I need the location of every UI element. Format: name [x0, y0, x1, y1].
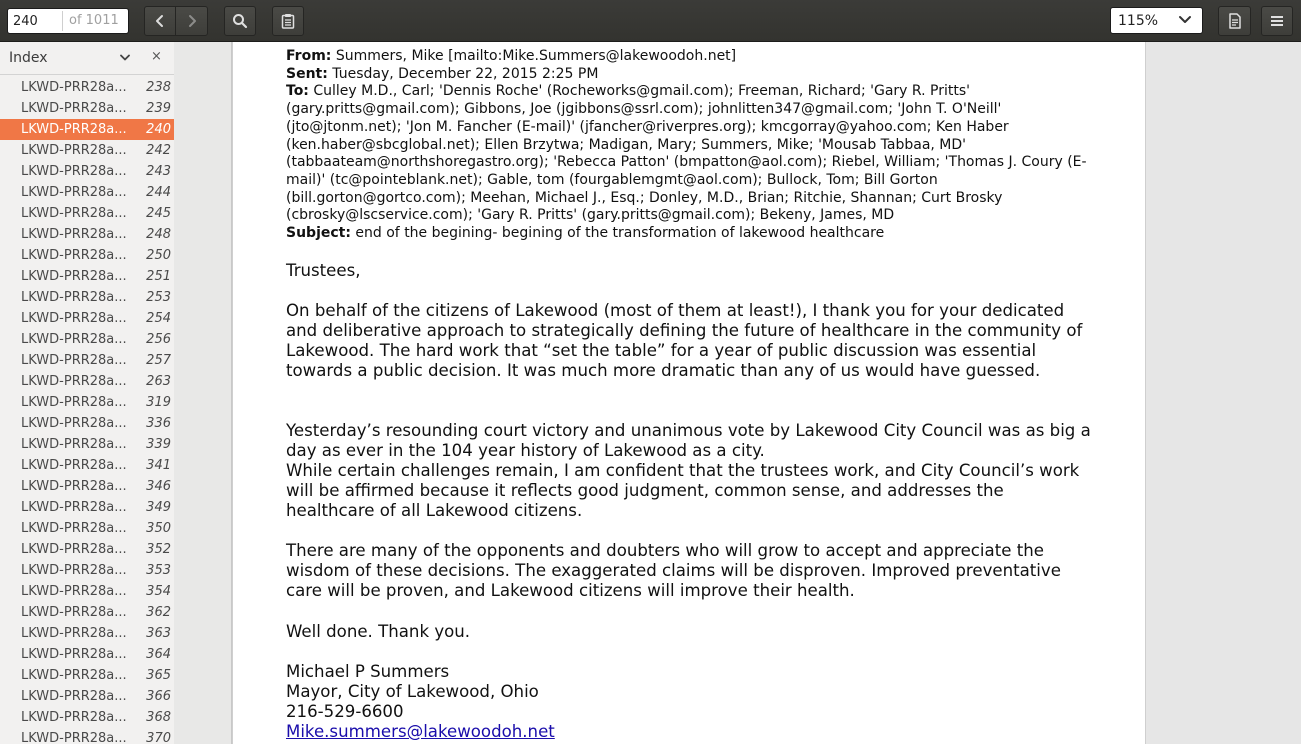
- previous-page-button[interactable]: [144, 6, 176, 36]
- index-item-label: LKWD-PRR28a...: [21, 332, 127, 347]
- index-item-label: LKWD-PRR28a...: [21, 185, 127, 200]
- signature-title: Mayor, City of Lakewood, Ohio: [286, 682, 539, 701]
- clipboard-icon: [281, 13, 295, 29]
- next-page-button[interactable]: [175, 6, 208, 36]
- sidebar: [0, 42, 232, 744]
- subject-value: end of the begining- begining of the transformation of lakewood healthcare: [355, 225, 885, 242]
- signature-phone: 216-529-6600: [286, 702, 404, 721]
- index-item-label: LKWD-PRR28a...: [21, 710, 127, 725]
- index-item-label: LKWD-PRR28a...: [21, 80, 127, 95]
- signature-email-line: [286, 722, 1096, 742]
- index-item-page: 242: [146, 143, 171, 158]
- sidebar-title[interactable]: Index: [9, 50, 48, 66]
- index-item-label: LKWD-PRR28a...: [21, 521, 127, 536]
- index-item-label: LKWD-PRR28a...: [21, 248, 127, 263]
- sidebar-empty-area: [174, 42, 232, 744]
- index-item-label: LKWD-PRR28a...: [21, 563, 127, 578]
- page-total-label: of 1011: [62, 11, 128, 31]
- index-item[interactable]: [0, 308, 174, 329]
- index-item[interactable]: [0, 665, 174, 686]
- index-item-label: LKWD-PRR28a...: [21, 227, 127, 242]
- index-item-label: LKWD-PRR28a...: [21, 353, 127, 368]
- index-item-label: LKWD-PRR28a...: [21, 164, 127, 179]
- sent-label: Sent:: [286, 65, 328, 82]
- index-item[interactable]: [0, 224, 174, 245]
- sent-line: [286, 66, 1096, 84]
- index-item-label: LKWD-PRR28a...: [21, 122, 127, 137]
- zoom-select[interactable]: [1110, 7, 1203, 34]
- index-item[interactable]: [0, 497, 174, 518]
- index-item[interactable]: [0, 455, 174, 476]
- index-item-page: 346: [146, 479, 171, 494]
- sent-value: Tuesday, December 22, 2015 2:25 PM: [332, 65, 599, 82]
- index-item-label: LKWD-PRR28a...: [21, 668, 127, 683]
- index-item[interactable]: [0, 329, 174, 350]
- index-item-label: LKWD-PRR28a...: [21, 605, 127, 620]
- paragraph-2b: While certain challenges remain, I am confident that the trustees work, and City Council’s work will be affirmed because it reflects good judgment, common sense, and addresses the healthcare of all Lakewood citizens.: [286, 461, 1080, 520]
- index-item-page: 239: [146, 101, 171, 116]
- page-number-input[interactable]: [8, 10, 60, 32]
- greeting: Trustees,: [286, 261, 361, 280]
- index-item-page: 263: [146, 374, 171, 389]
- index-item-label: LKWD-PRR28a...: [21, 542, 127, 557]
- index-item-label: LKWD-PRR28a...: [21, 101, 127, 116]
- index-item[interactable]: [0, 707, 174, 728]
- index-item[interactable]: [0, 161, 174, 182]
- index-item[interactable]: [0, 560, 174, 581]
- paragraph-3: There are many of the opponents and doubters who will grow to accept and appreciate the wisdom of these decisions. The exaggerated claims will be disproven. Improved preventative care will be proven, and Lakewood citizens will improve their health.: [286, 541, 1061, 600]
- index-item-page: 253: [146, 290, 171, 305]
- from-label: From:: [286, 48, 332, 64]
- chevron-down-icon[interactable]: [119, 53, 131, 63]
- index-item-label: LKWD-PRR28a...: [21, 458, 127, 473]
- index-item-label: LKWD-PRR28a...: [21, 416, 127, 431]
- to-value: Culley M.D., Carl; 'Dennis Roche' (Rocheworks@gmail.com); Freeman, Richard; 'Gary R. Pritts' (gary.pritts@gmail.com); Gibbons, Joe (jgibbons@ssrl.com); johnlitten347@gmail.com; 'John T. O'Neill' (jto@jtonm.net); 'Jon M. Fancher (E-mail)' (jfancher@riverpres.org); kmcgorray@yahoo.com; Ken Haber (ken.haber@sbcglobal.net); Ellen Brzytwa; Madigan, Mary; Summers, Mike; 'Mousab Tabbaa, MD' (tabbaateam@northshoregastro.org); 'Rebecca Patton' (bmpatton@aol.com); Riebel, William; 'Thomas J. Coury (E-mail)' (tc@pointeblank.net); Gable, tom (fourgablemgmt@aol.com); Bullock, Tom; Bill Gorton (bill.gorton@gortco.com); Meehan, Michael J., Esq.; Donley, M.D., Brian; Ritchie, Shannan; Curt Brosky (cbrosky@lscservice.com); 'Gary R. Pritts' (gary.pritts@gmail.com); Bekeny, James, MD: [286, 83, 1087, 224]
- index-item[interactable]: [0, 350, 174, 371]
- index-item-page: 368: [146, 710, 171, 725]
- subject-line: [286, 225, 1096, 243]
- index-item[interactable]: [0, 581, 174, 602]
- toolbar: [0, 0, 1301, 42]
- index-item-page: 319: [146, 395, 171, 410]
- index-item[interactable]: [0, 518, 174, 539]
- document-view[interactable]: [232, 42, 1301, 744]
- index-item-label: LKWD-PRR28a...: [21, 479, 127, 494]
- index-item-label: LKWD-PRR28a...: [21, 647, 127, 662]
- index-item-label: LKWD-PRR28a...: [21, 584, 127, 599]
- signature-email-link[interactable]: Mike.summers@lakewoodoh.net: [286, 722, 555, 741]
- hamburger-menu-icon: [1270, 14, 1284, 28]
- from-value: Summers, Mike [mailto:Mike.Summers@lakewoodoh.net]: [335, 48, 737, 64]
- index-item[interactable]: [0, 98, 174, 119]
- index-item[interactable]: [0, 266, 174, 287]
- chevron-down-icon: [1178, 14, 1192, 26]
- index-item-page: 248: [146, 227, 171, 242]
- index-item[interactable]: [0, 77, 174, 98]
- index-item-page: 370: [146, 731, 171, 744]
- index-item[interactable]: [0, 539, 174, 560]
- index-item-label: LKWD-PRR28a...: [21, 311, 127, 326]
- index-item-page: 352: [146, 542, 171, 557]
- index-item-page: 238: [146, 80, 171, 95]
- index-item-page: 350: [146, 521, 171, 536]
- to-line: [286, 83, 1096, 225]
- index-item-page: 349: [146, 500, 171, 515]
- index-item-label: LKWD-PRR28a...: [21, 689, 127, 704]
- index-item-label: LKWD-PRR28a...: [21, 206, 127, 221]
- index-item-page: 365: [146, 668, 171, 683]
- index-item-page: 256: [146, 332, 171, 347]
- index-list: [0, 77, 174, 744]
- index-item-label: LKWD-PRR28a...: [21, 626, 127, 641]
- index-item-page: 362: [146, 605, 171, 620]
- index-item[interactable]: [0, 203, 174, 224]
- chevron-left-icon: [154, 14, 166, 28]
- index-item[interactable]: [0, 602, 174, 623]
- document-properties-button[interactable]: [1218, 6, 1251, 36]
- index-item[interactable]: [0, 623, 174, 644]
- index-item[interactable]: [0, 119, 174, 140]
- index-item-label: LKWD-PRR28a...: [21, 437, 127, 452]
- index-item[interactable]: [0, 371, 174, 392]
- document-page: [232, 42, 1146, 744]
- menu-button[interactable]: [1261, 6, 1293, 36]
- page-nav-group: [144, 6, 208, 36]
- index-item-page: 245: [146, 206, 171, 221]
- index-item[interactable]: [0, 644, 174, 665]
- index-item-page: 251: [146, 269, 171, 284]
- annotations-button[interactable]: [272, 6, 304, 36]
- index-item-label: LKWD-PRR28a...: [21, 731, 127, 744]
- index-item-page: 354: [146, 584, 171, 599]
- page-number-box: [7, 8, 129, 34]
- index-item[interactable]: [0, 245, 174, 266]
- document-icon: [1228, 13, 1242, 29]
- subject-label: Subject:: [286, 225, 351, 242]
- paragraph-2a: Yesterday’s resounding court victory and unanimous vote by Lakewood City Council was as big a day as ever in the 104 year history of Lakewood as a city.: [286, 421, 1091, 460]
- index-item[interactable]: [0, 287, 174, 308]
- close-sidebar-button[interactable]: ×: [151, 49, 162, 64]
- index-item-page: 257: [146, 353, 171, 368]
- index-item-page: 240: [146, 122, 171, 137]
- paragraph-1: On behalf of the citizens of Lakewood (most of them at least!), I thank you for your dedicated and deliberative approach to strategically defining the future of healthcare in the community of Lakewood. The hard work that “set the table” for a year of public discussion was essential towards a public decision. It was much more dramatic than any of us would have guessed.: [286, 301, 1083, 380]
- index-item-page: 353: [146, 563, 171, 578]
- index-item[interactable]: [0, 728, 174, 744]
- find-button[interactable]: [224, 6, 256, 36]
- index-item-label: LKWD-PRR28a...: [21, 143, 127, 158]
- closing: Well done. Thank you.: [286, 622, 471, 641]
- index-item-page: 339: [146, 437, 171, 452]
- index-item[interactable]: [0, 182, 174, 203]
- signature-name: Michael P Summers: [286, 662, 450, 681]
- email-headers: [286, 48, 1096, 243]
- index-item-page: 341: [146, 458, 171, 473]
- index-item[interactable]: [0, 413, 174, 434]
- from-line: [286, 48, 1096, 66]
- index-item-label: LKWD-PRR28a...: [21, 290, 127, 305]
- index-item[interactable]: [0, 392, 174, 413]
- index-item-label: LKWD-PRR28a...: [21, 269, 127, 284]
- index-item-page: 364: [146, 647, 171, 662]
- index-item-page: 336: [146, 416, 171, 431]
- index-item-page: 250: [146, 248, 171, 263]
- index-item-page: 254: [146, 311, 171, 326]
- index-item-label: LKWD-PRR28a...: [21, 395, 127, 410]
- search-icon: [232, 13, 248, 29]
- sidebar-header: [0, 42, 174, 75]
- index-item[interactable]: [0, 476, 174, 497]
- chevron-right-icon: [186, 14, 198, 28]
- zoom-level: 115%: [1118, 12, 1159, 29]
- index-item[interactable]: [0, 140, 174, 161]
- index-item-label: LKWD-PRR28a...: [21, 374, 127, 389]
- to-label: To:: [286, 83, 309, 100]
- index-item[interactable]: [0, 686, 174, 707]
- index-item-page: 366: [146, 689, 171, 704]
- index-item-page: 363: [146, 626, 171, 641]
- index-item-label: LKWD-PRR28a...: [21, 500, 127, 515]
- index-item[interactable]: [0, 434, 174, 455]
- index-item-page: 244: [146, 185, 171, 200]
- index-item-page: 243: [146, 164, 171, 179]
